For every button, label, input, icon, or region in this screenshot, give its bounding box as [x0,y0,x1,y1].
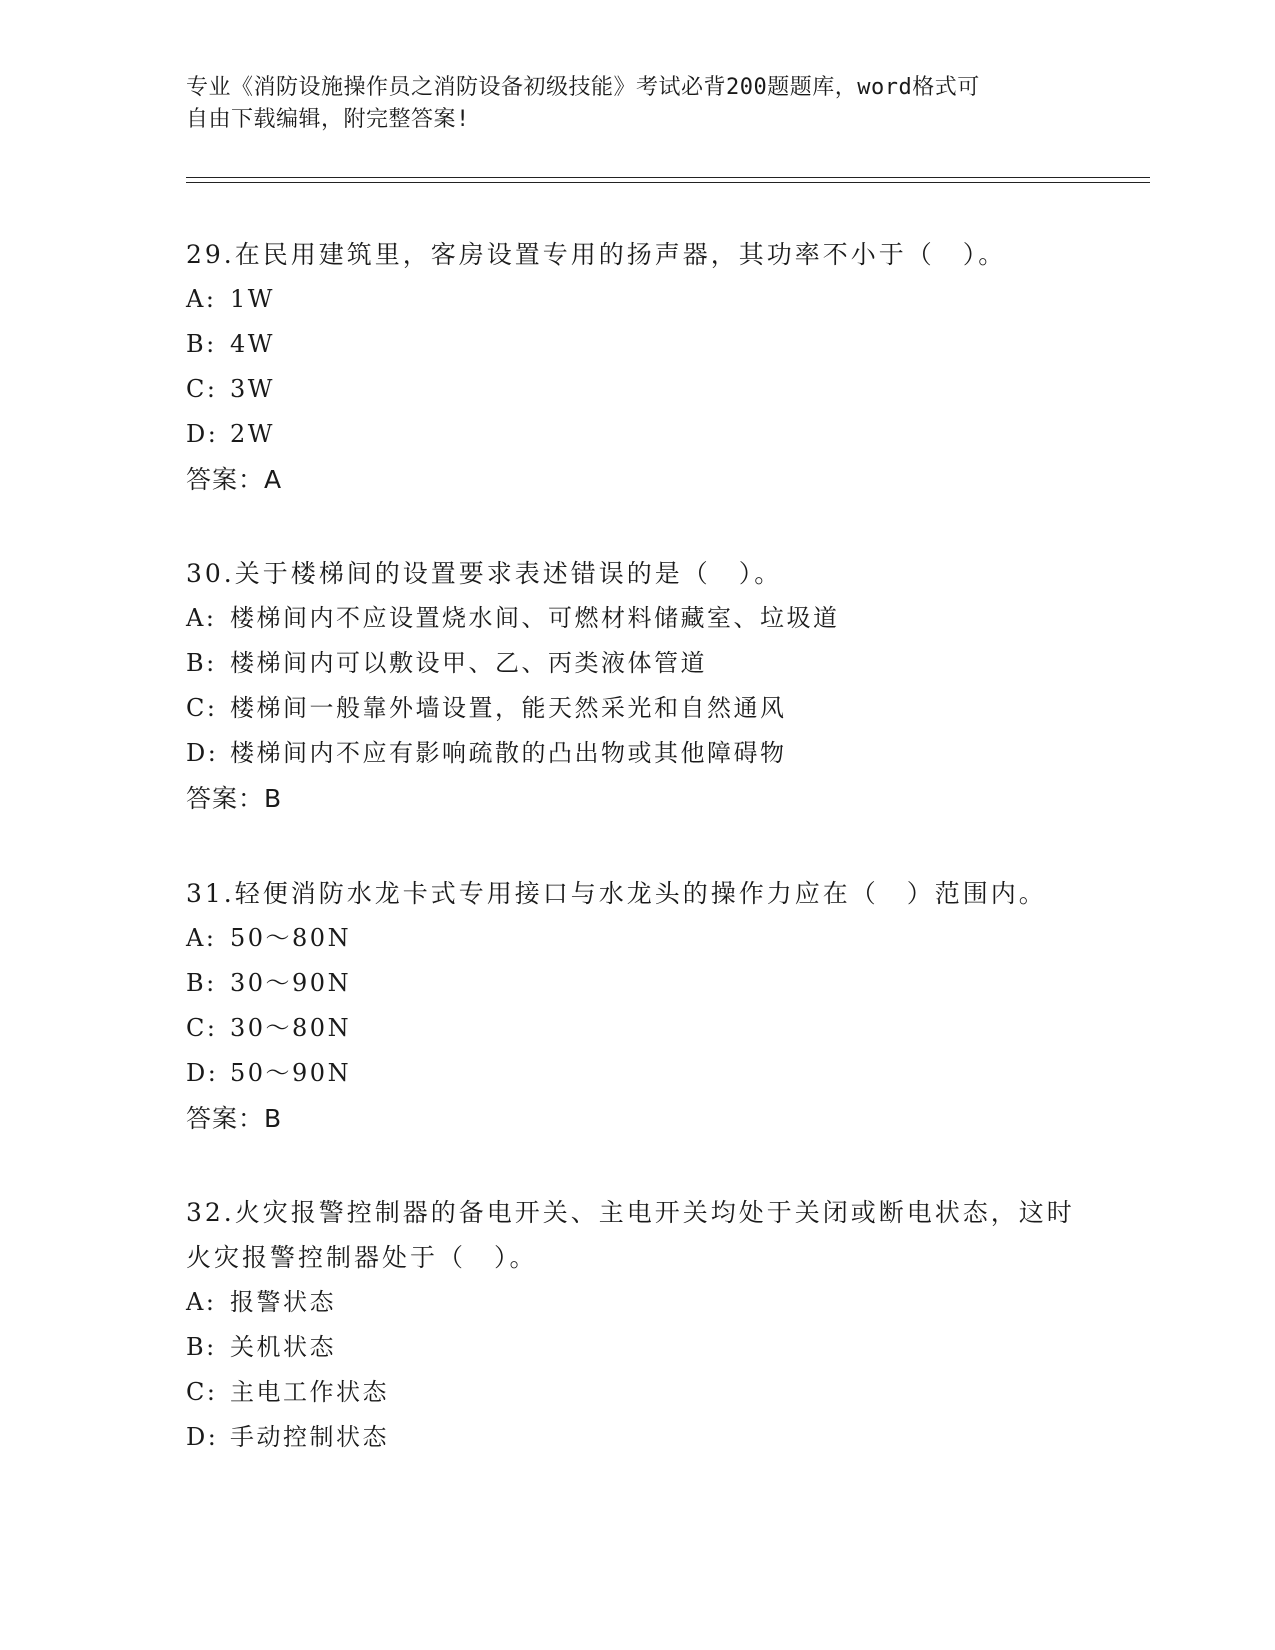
option-text: 30～80N [230,1014,352,1042]
option-key: B: [186,330,217,358]
header-divider-bottom [186,182,1150,183]
option-text: 2W [230,420,275,448]
question-30 [186,551,1086,821]
option-key: B: [186,649,217,677]
option-key: A: [186,924,217,952]
option-key: D: [186,739,219,767]
option-key: D: [186,420,219,448]
option-text: 楼梯间一般靠外墙设置，能天然采光和自然通风 [230,694,787,722]
option-key: D: [186,1059,219,1087]
option-text: 楼梯间内可以敷设甲、乙、丙类液体管道 [230,649,707,677]
option-key: C: [186,1378,218,1406]
option-text: 3W [230,375,275,403]
question-31 [186,871,1086,1141]
answer-line: 答案：A [186,465,283,494]
option-text: 50～90N [230,1059,352,1087]
option-text: 报警状态 [230,1288,336,1316]
option-text: 4W [230,330,275,358]
option-key: A: [186,285,217,313]
question-stem: 29.在民用建筑里，客房设置专用的扬声器，其功率不小于（ ）。 [186,240,1007,269]
option-key: C: [186,694,218,722]
question-stem: 32.火灾报警控制器的备电开关、主电开关均处于关闭或断电状态，这时火灾报警控制器处于（ ）。 [186,1198,1075,1272]
question-stem: 31.轻便消防水龙卡式专用接口与水龙头的操作力应在（ ）范围内。 [186,879,1047,908]
question-stem: 30.关于楼梯间的设置要求表述错误的是（ ）。 [186,559,783,588]
option-a [186,596,1086,641]
option-d [186,1415,1086,1460]
option-c [186,1006,1086,1051]
option-text: 手动控制状态 [230,1423,389,1451]
option-d [186,412,1086,457]
option-key: D: [186,1423,219,1451]
option-c [186,686,1086,731]
option-key: C: [186,1014,218,1042]
option-d [186,1051,1086,1096]
header-divider-top [186,177,1150,178]
option-b [186,322,1086,367]
answer-line: 答案：B [186,1104,283,1133]
option-key: A: [186,604,217,632]
option-key: A: [186,1288,217,1316]
answer-line: 答案：B [186,784,283,813]
option-key: B: [186,969,217,997]
option-a [186,1280,1086,1325]
option-b [186,1325,1086,1370]
question-32 [186,1190,1086,1460]
option-key: C: [186,375,218,403]
option-a [186,916,1086,961]
document-header [186,72,1066,136]
option-text: 30～90N [230,969,352,997]
header-line-2: 自由下载编辑，附完整答案! [186,107,470,132]
option-c [186,367,1086,412]
option-text: 楼梯间内不应设置烧水间、可燃材料储藏室、垃圾道 [230,604,840,632]
option-key: B: [186,1333,217,1361]
option-d [186,731,1086,776]
option-b [186,961,1086,1006]
question-29 [186,232,1086,502]
option-b [186,641,1086,686]
header-line-1: 专业《消防设施操作员之消防设备初级技能》考试必背200题题库，word格式可 [186,75,980,100]
option-text: 楼梯间内不应有影响疏散的凸出物或其他障碍物 [230,739,787,767]
option-a [186,277,1086,322]
option-text: 1W [230,285,275,313]
option-c [186,1370,1086,1415]
option-text: 50～80N [230,924,352,952]
option-text: 关机状态 [230,1333,336,1361]
option-text: 主电工作状态 [230,1378,389,1406]
